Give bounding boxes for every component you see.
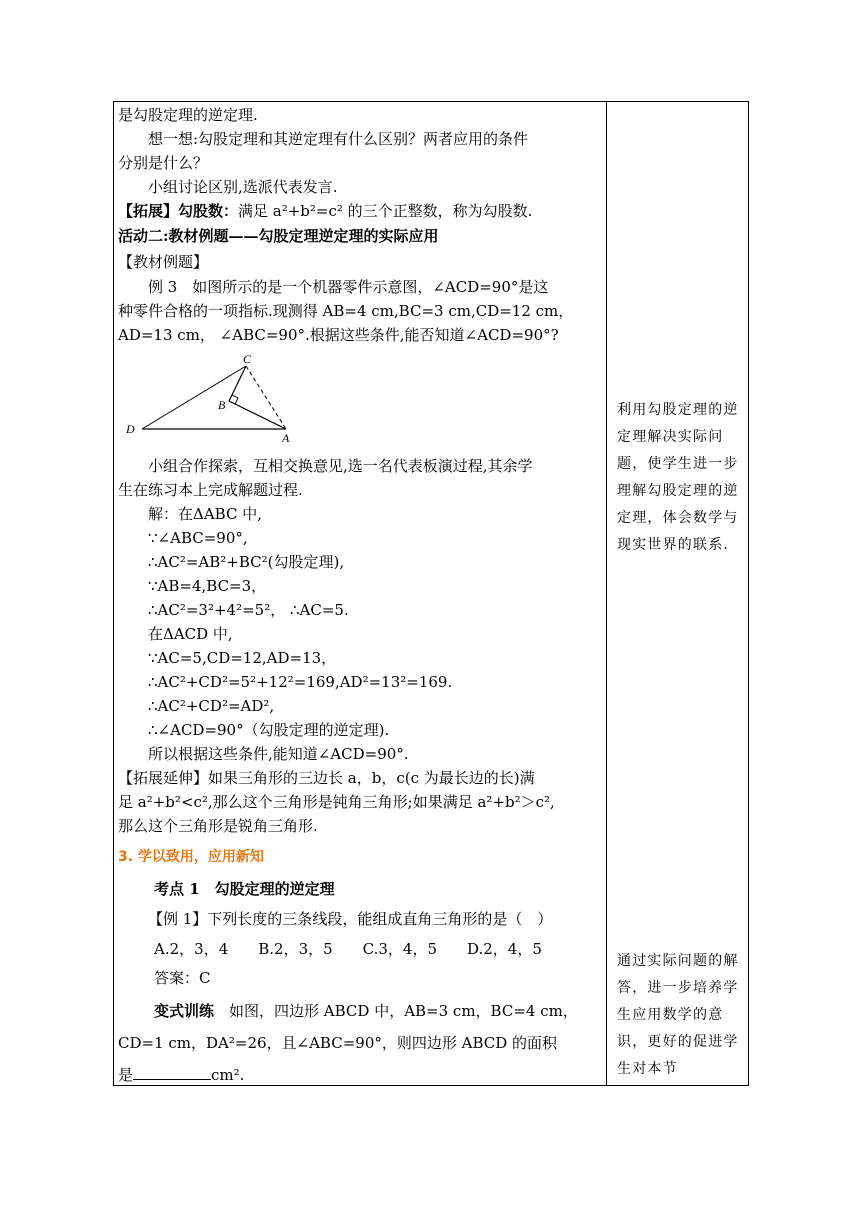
text-line: 想一想:勾股定理和其逆定理有什么区别？两者应用的条件: [148, 130, 529, 148]
extension-text: 满足 a²+b²=c² 的三个正整数，称为勾股数.: [238, 202, 533, 220]
solution-line: ∵AC=5,CD=12,AD=13，: [148, 649, 337, 667]
solution-line: 所以根据这些条件,能知道∠ACD=90°.: [148, 745, 409, 763]
text-line: AD=13 cm， ∠ABC=90°.根据这些条件,能否知道∠ACD=90°?: [118, 326, 559, 344]
activity-heading: 活动二:教材例题——勾股定理逆定理的实际应用: [118, 227, 439, 245]
text-line: 小组合作探索，互相交换意见,选一名代表板演过程,其余学: [148, 457, 533, 475]
fig-label-c: C: [243, 352, 252, 366]
text-line: [154, 1001, 578, 1021]
text-line: [118, 1065, 244, 1085]
text-line: 种零件合格的一项指标.现测得 AB=4 cm,BC=3 cm,CD=12 cm，: [118, 302, 574, 320]
solution-line: ∴AC²+CD²=5²+12²=169,AD²=13²=169.: [148, 673, 453, 691]
section-label: 【教材例题】: [118, 253, 209, 271]
fig-label-b: B: [218, 398, 226, 412]
extension-label: 【拓展延伸】: [118, 769, 209, 787]
answer-line: 答案：C: [154, 969, 211, 987]
text-line: 足 a²+b²<c²,那么这个三角形是钝角三角形;如果满足 a²+b²＞c²,: [118, 793, 555, 811]
machine-part-figure: [124, 352, 294, 447]
topic-heading: 考点 1 勾股定理的逆定理: [154, 880, 335, 898]
variant-label: 变式训练: [154, 1002, 215, 1020]
variant-text: 如图，四边形 ABCD 中，AB=3 cm，BC=4 cm，: [214, 1002, 578, 1020]
extension-text: 如果三角形的三边长 a，b，c(c 为最长边的长)满: [208, 769, 535, 787]
variant-text: 是: [118, 1066, 134, 1084]
design-intent-note: 通过实际问题的解答，进一步培养学生应用数学的意识，更好的促进学生对本节: [617, 953, 739, 1077]
options-line: A.2，3，4 B.2，3，5 C.3，4，5 D.2，4，5: [154, 940, 542, 958]
text-line: CD=1 cm，DA²=26，且∠ABC=90°，则四边形 ABCD 的面积: [118, 1034, 558, 1052]
solution-line: 在ΔACD 中,: [148, 625, 233, 643]
text-line: 分别是什么？: [118, 154, 209, 172]
design-intent-note: 利用勾股定理的逆定理解决实际问题，使学生进一步理解勾股定理的逆定理，体会数学与现实世界的联系.: [617, 402, 739, 553]
text-line: [118, 201, 532, 221]
column-divider: [606, 102, 607, 1085]
solution-line: ∵∠ABC=90°,: [148, 529, 248, 547]
section-heading: 3. 学以致用，应用新知: [118, 849, 264, 865]
solution-line: ∴AC²=AB²+BC²(勾股定理),: [148, 553, 345, 571]
question-line: 【例 1】下列长度的三条线段，能组成直角三角形的是（ ）: [148, 910, 553, 928]
solution-line: ∴AC²=3²+4²=5²， ∴AC=5.: [148, 601, 349, 619]
text-line: 是勾股定理的逆定理.: [118, 106, 258, 124]
text-line: 生在练习本上完成解题过程.: [118, 481, 303, 499]
text-line: 那么这个三角形是锐角三角形.: [118, 817, 318, 835]
variant-unit: cm².: [211, 1066, 245, 1084]
solution-line: ∴∠ACD=90°（勾股定理的逆定理).: [148, 721, 390, 739]
text-line: [118, 768, 535, 788]
extension-label: 【拓展】勾股数：: [118, 202, 239, 220]
text-line: 例 3 如图所示的是一个机器零件示意图，∠ACD=90°是这: [148, 278, 549, 296]
solution-line: ∴AC²+CD²=AD²,: [148, 697, 275, 715]
lesson-table: [113, 101, 749, 1086]
answer-blank: [133, 1065, 211, 1080]
fig-label-d: D: [126, 422, 135, 436]
solution-line: 解：在ΔABC 中,: [148, 505, 262, 523]
solution-line: ∵AB=4,BC=3，: [148, 577, 267, 595]
text-line: 小组讨论区别,选派代表发言.: [148, 178, 338, 196]
fig-label-a: A: [282, 431, 290, 445]
